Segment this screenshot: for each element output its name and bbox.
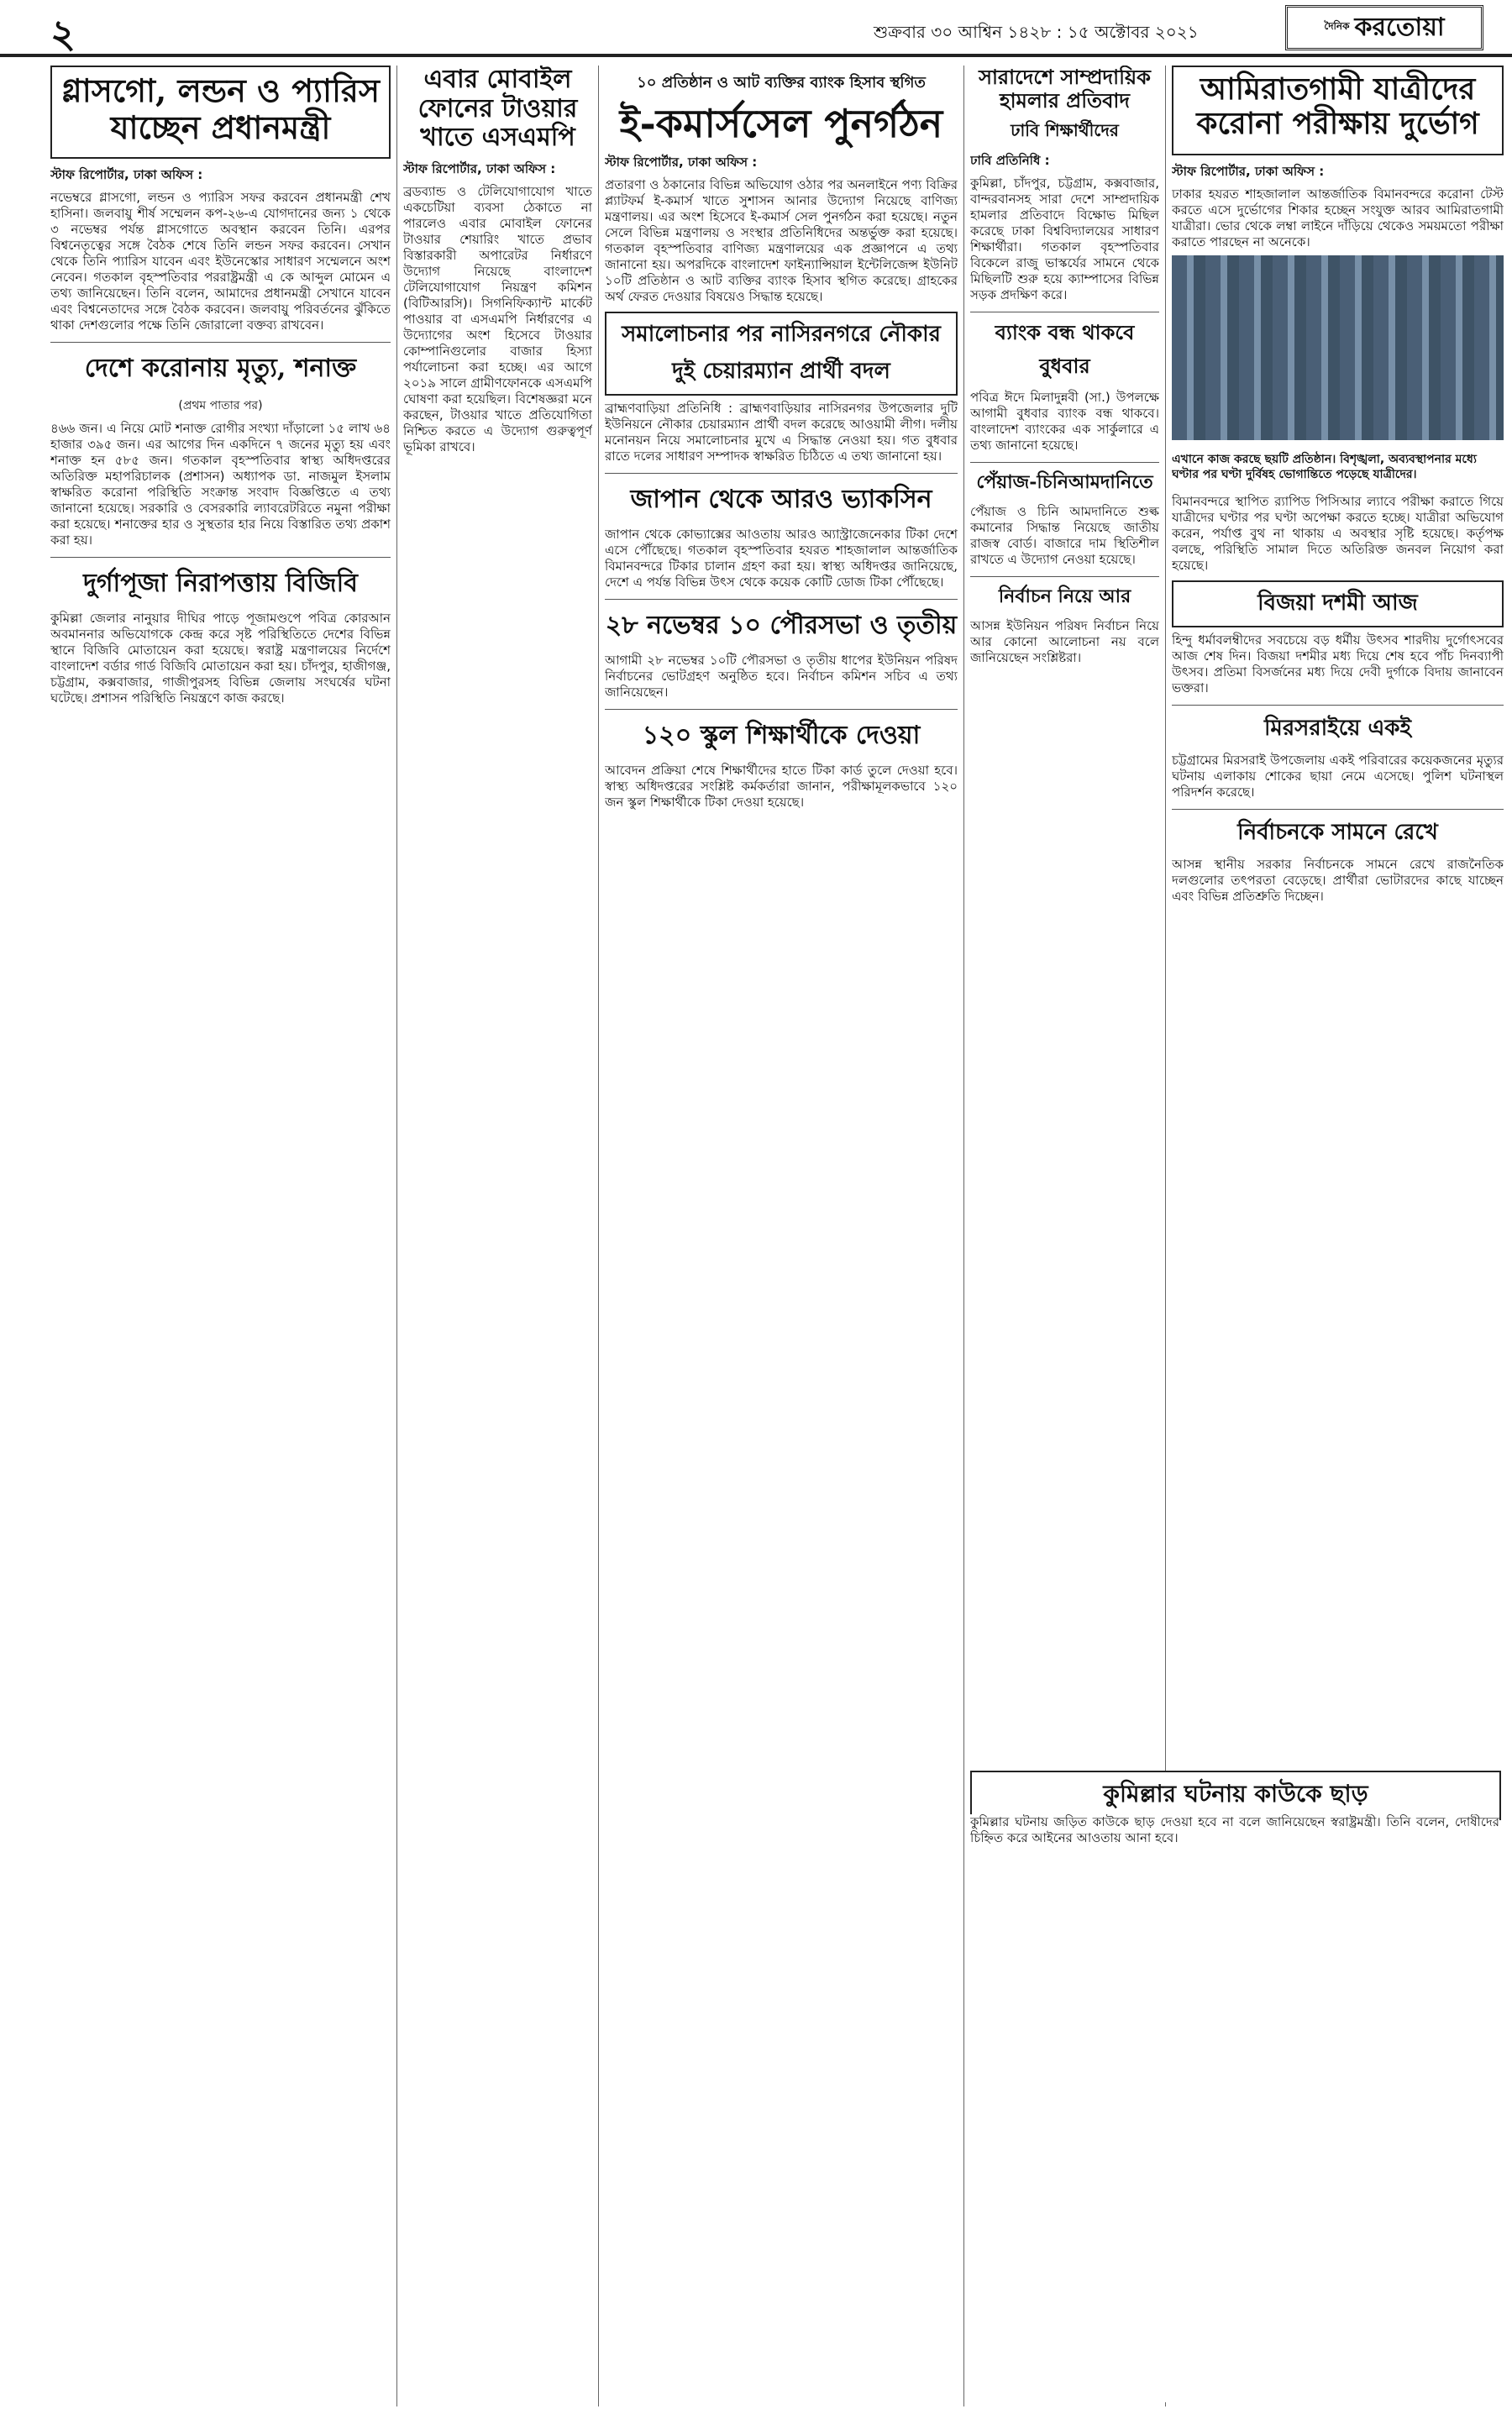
article-body: হিন্দু ধর্মাবলম্বীদের সবচেয়ে বড় ধর্মীয় উৎসব শারদীয় দুর্গোৎসবের আজ শেষ দিন। বিজয়া দশমীর মধ্য দিয়ে শেষ হবে পাঁচ দিনব্যাপী উৎসব। প্রতিমা বিসর্জনের মধ্য দিয়ে দেবী দুর্গাকে বিদায় জানাবেন ভক্তরা।	[1172, 632, 1504, 695]
subheadline: জাপান থেকে আরও ভ্যাকসিন	[605, 473, 958, 522]
headline: আমিরাতগামী যাত্রীদের করোনা পরীক্ষায় দুর্ভোগ	[1196, 71, 1479, 142]
subheadline: পেঁয়াজ-চিনিআমদানিতে	[970, 462, 1159, 499]
subheadline: ১২০ স্কুল শিক্ষার্থীকে দেওয়া	[605, 709, 958, 758]
bottom-article	[970, 1814, 1499, 2402]
headline: গ্লাসগো, লন্ডন ও প্যারিস যাচ্ছেন প্রধানমন্ত্রী	[61, 71, 380, 146]
newspaper-logo	[1285, 5, 1483, 50]
article-body: জাপান থেকে কোভ্যাক্সের আওতায় আরও অ্যাস্ট্রাজেনেকার টিকা দেশে এসে পৌঁছেছে। গতকাল বৃহস্পতিবার হযরত শাহজালাল আন্তর্জাতিক বিমানবন্দরে টিকার চালান গ্রহণ করা হয়। স্বাস্থ্য অধিদপ্তর জানিয়েছে, দেশে এ পর্যন্ত বিভিন্ন উৎস থেকে কয়েক কোটি ডোজ টিকা পৌঁছেছে।	[605, 526, 958, 590]
subheadline: দেশে করোনায় মৃত্যু, শনাক্ত	[50, 342, 391, 391]
subheadline: ২৮ নভেম্বর ১০ পৌরসভা ও তৃতীয়	[605, 599, 958, 648]
article-body: পেঁয়াজ ও চিনি আমদানিতে শুল্ক কমানোর সিদ্ধান্ত নিয়েছে জাতীয় রাজস্ব বোর্ড। বাজারে দাম স্থিতিশীল রাখতে এ উদ্যোগ নেওয়া হয়েছে।	[970, 504, 1159, 568]
airport-queue-photo	[1172, 255, 1504, 440]
headline: ই-কমার্সসেল পুনর্গঠন	[619, 101, 943, 146]
article-body: কুমিল্লার ঘটনায় জড়িত কাউকে ছাড় দেওয়া হবে না বলে জানিয়েছেন স্বরাষ্ট্রমন্ত্রী। তিনি বলেন, দোষীদের চিহ্নিত করে আইনের আওতায় আনা হবে।	[970, 1814, 1499, 1845]
byline: স্টাফ রিপোর্টার, ঢাকা অফিস :	[1172, 163, 1325, 179]
lead-headline-box	[50, 66, 391, 159]
article-body: আবেদন প্রক্রিয়া শেষে শিক্ষার্থীদের হাতে টিকা কার্ড তুলে দেওয়া হবে। স্বাস্থ্য অধিদপ্তরের সংশ্লিষ্ট কর্মকর্তারা জানান, পরীক্ষামূলকভাবে ১২০ জন স্কুল শিক্ষার্থীকে টিকা দেওয়া হয়েছে।	[605, 762, 958, 810]
kicker: ১০ প্রতিষ্ঠান ও আট ব্যক্তির ব্যাংক হিসাব স্থগিত	[637, 74, 926, 92]
article-body: প্রতারণা ও ঠকানোর বিভিন্ন অভিযোগ ওঠার পর অনলাইনে পণ্য বিক্রির প্ল্যাটফর্ম ই-কমার্স খাতে সুশাসন আনার উদ্যোগ নিয়েছে বাণিজ্য মন্ত্রণালয়। এর অংশ হিসেবে ই-কমার্স সেল পুনর্গঠন করা হয়েছে। নতুন সেলে বিভিন্ন মন্ত্রণালয় ও সংস্থার প্রতিনিধিদের অন্তর্ভুক্ত করা হয়েছে। গতকাল বৃহস্পতিবার বাণিজ্য মন্ত্রণালয়ের এক প্রজ্ঞাপনে এ তথ্য জানানো হয়। অপরদিকে বাংলাদেশ ফাইন্যান্সিয়াল ইন্টেলিজেন্স ইউনিট ১০টি প্রতিষ্ঠান ও আট ব্যক্তির ব্যাংক হিসাব স্থগিত করেছে। গ্রাহকের অর্থ ফেরত দেওয়ার বিষয়েও সিদ্ধান্ত হয়েছে।	[605, 176, 958, 304]
article-body: ৪৬৬ জন। এ নিয়ে মোট শনাক্ত রোগীর সংখ্যা দাঁড়ালো ১৫ লাখ ৬৪ হাজার ৩৯৫ জন। এর আগের দিন একদিনে ৭ জনের মৃত্যু হয় এবং শনাক্ত হন ৫৮৫ জন। গতকাল বৃহস্পতিবার স্বাস্থ্য অধিদপ্তরের অতিরিক্ত মহাপরিচালক (প্রশাসন) অধ্যাপক ডা. নাজমুল ইসলাম স্বাক্ষরিত করোনা পরিস্থিতি সংক্রান্ত সংবাদ বিজ্ঞপ্তিতে এ তথ্য জানানো হয়েছে। সরকারি ও বেসরকারি ল্যাবরেটরিতে নমুনা পরীক্ষা করা হয়েছে। শনাক্তের হার ও সুস্থতার হার নিয়ে বিস্তারিত তথ্য প্রকাশ করা হয়।	[50, 421, 391, 548]
subheadline: সমালোচনার পর নাসিরনগরে নৌকার দুই চেয়ারম্যান প্রার্থী বদল	[605, 312, 958, 396]
column-1	[50, 66, 391, 2406]
subheadline: বিজয়া দশমী আজ	[1172, 580, 1504, 627]
column-2	[403, 66, 592, 905]
column-rule	[396, 66, 397, 2406]
article-body: আসন্ন ইউনিয়ন পরিষদ নির্বাচন নিয়ে আর কোনো আলোচনা নয় বলে জানিয়েছেন সংশ্লিষ্টরা।	[970, 618, 1159, 666]
article-body: আসন্ন স্থানীয় সরকার নির্বাচনকে সামনে রেখে রাজনৈতিক দলগুলোর তৎপরতা বেড়েছে। প্রার্থীরা ভোটারদের কাছে যাচ্ছেন এবং বিভিন্ন প্রতিশ্রুতি দিচ্ছেন।	[1172, 856, 1504, 904]
subheadline: দুর্গাপূজা নিরাপত্তায় বিজিবি	[50, 557, 391, 606]
subheadline: নির্বাচনকে সামনে রেখে	[1172, 809, 1504, 852]
logo-name: করতোয়া	[1354, 12, 1445, 42]
photo-caption: এখানে কাজ করছে ছয়টি প্রতিষ্ঠান। বিশৃঙ্খলা, অব্যবস্থাপনার মধ্যে ঘণ্টার পর ঘণ্টা দুর্বিষহ ভোগান্তিতে পড়েছে যাত্রীদের।	[1172, 452, 1477, 481]
article-body: পবিত্র ঈদে মিলাদুন্নবী (সা.) উপলক্ষে আগামী বুধবার ব্যাংক বন্ধ থাকবে। বাংলাদেশ ব্যাংকের এক সার্কুলারে এ তথ্য জানানো হয়েছে।	[970, 390, 1159, 454]
continuation-note: (প্রথম পাতার পর)	[178, 399, 263, 413]
headline: এবার মোবাইল ফোনের টাওয়ার খাতে এসএমপি	[417, 66, 578, 152]
byline: স্টাফ রিপোর্টার, ঢাকা অফিস :	[605, 154, 758, 170]
article-body: চট্টগ্রামের মিরসরাই উপজেলায় একই পরিবারের কয়েকজনের মৃত্যুর ঘটনায় এলাকায় শোকের ছায়া নেমে এসেছে। পুলিশ ঘটনাস্থল পরিদর্শন করেছে।	[1172, 752, 1504, 800]
article-body: কুমিল্লা জেলার নানুয়ার দীঘির পাড়ে পূজামণ্ডপে পবিত্র কোরআন অবমাননার অভিযোগকে কেন্দ্র করে সৃষ্ট পরিস্থিতিতে দেশের বিভিন্ন স্থানে বিজিবি মোতায়েন করা হয়েছে। স্বরাষ্ট্র মন্ত্রণালয়ের নির্দেশে বাংলাদেশ বর্ডার গার্ড বিজিবি মোতায়েন করা হয়। চাঁদপুর, হাজীগঞ্জ, চট্টগ্রাম, কক্সবাজার, গাজীপুরসহ বিভিন্ন জেলায় সংঘর্ষের ঘটনা ঘটেছে। প্রশাসন পরিস্থিতি নিয়ন্ত্রণে কাজ করছে।	[50, 611, 391, 706]
page-number: ২	[50, 11, 76, 56]
masthead	[0, 0, 1512, 57]
logo-prefix: দৈনিক	[1324, 20, 1350, 32]
headline-box	[1172, 66, 1504, 155]
article-body: বিমানবন্দরে স্থাপিত র‍্যাপিড পিসিআর ল্যাবে পরীক্ষা করাতে গিয়ে যাত্রীদের ঘণ্টার পর ঘণ্টা অপেক্ষা করতে হচ্ছে। যাত্রীরা অভিযোগ করেন, পর্যাপ্ত বুথ না থাকায় এ অবস্থার সৃষ্টি হয়েছে। কর্তৃপক্ষ বলছে, পরিস্থিতি সামাল দিতে অতিরিক্ত জনবল নিয়োগ করা হয়েছে।	[1172, 493, 1504, 573]
article-body: ব্রাহ্মণবাড়িয়া প্রতিনিধি : ব্রাহ্মণবাড়িয়ার নাসিরনগর উপজেলার দুটি ইউনিয়নে নৌকার চেয়ারম্যান প্রার্থী বদল করেছে আওয়ামী লীগ। দলীয় মনোনয়ন নিয়ে সমালোচনার মুখে এ সিদ্ধান্ত নেওয়া হয়। গত বুধবার রাতে দলের সাধারণ সম্পাদক স্বাক্ষরিত চিঠিতে এ তথ্য জানানো হয়।	[605, 400, 958, 464]
subheadline: মিরসরাইয়ে একই	[1172, 705, 1504, 748]
kicker: ঢাবি শিক্ষার্থীদের	[1011, 120, 1119, 141]
article-body: আগামী ২৮ নভেম্বর ১০টি পৌরসভা ও তৃতীয় ধাপের ইউনিয়ন পরিষদ নির্বাচনের ভোটগ্রহণ অনুষ্ঠিত হবে। নির্বাচন কমিশন সচিব এ তথ্য জানিয়েছেন।	[605, 652, 958, 700]
bottom-headline: কুমিল্লার ঘটনায় কাউকে ছাড়	[970, 1771, 1501, 1820]
column-3	[605, 66, 958, 2406]
article-body: ব্রডব্যান্ড ও টেলিযোগাযোগ খাতে একচেটিয়া ব্যবসা ঠেকাতে না পারলেও এবার মোবাইল ফোনের টাওয়ার শেয়ারিং খাতে প্রভাব বিস্তারকারী অপারেটর নির্ধারণে উদ্যোগ নিয়েছে বাংলাদেশ টেলিযোগাযোগ নিয়ন্ত্রণ কমিশন (বিটিআরসি)। সিগনিফিক্যান্ট মার্কেট পাওয়ার বা এসএমপি নির্ধারণের এ উদ্যোগের অংশ হিসেবে টাওয়ার কোম্পানিগুলোর বাজার হিস্যা পর্যালোচনা করা হচ্ছে। এর আগে ২০১৯ সালে গ্রামীণফোনকে এসএমপি ঘোষণা করা হয়েছিল। বিশেষজ্ঞরা মনে করছেন, টাওয়ার খাতে প্রতিযোগিতা নিশ্চিত করতে এ উদ্যোগ গুরুত্বপূর্ণ ভূমিকা রাখবে।	[403, 183, 592, 454]
subheadline: নির্বাচন নিয়ে আর	[970, 576, 1159, 613]
article-body: কুমিল্লা, চাঁদপুর, চট্টগ্রাম, কক্সবাজার, বান্দরবানসহ সারা দেশে সাম্প্রদায়িক হামলার প্রতিবাদে বিক্ষোভ মিছিল করেছে ঢাকা বিশ্ববিদ্যালয়ের সাধারণ শিক্ষার্থীরা। গতকাল বৃহস্পতিবার বিকেলে রাজু ভাস্কর্যের সামনে থেকে মিছিলটি শুরু হয়ে ক্যাম্পাসের বিভিন্ন সড়ক প্রদক্ষিণ করে।	[970, 176, 1159, 303]
article-body: নভেম্বরে গ্লাসগো, লন্ডন ও প্যারিস সফর করবেন প্রধানমন্ত্রী শেখ হাসিনা। জলবায়ু শীর্ষ সম্মেলন কপ-২৬-এ যোগদানের জন্য ১ থেকে ৩ নভেম্বর পর্যন্ত গ্লাসগোতে অবস্থান করবেন তিনি। এরপর বিশ্বনেতৃত্বের সঙ্গে বৈঠক শেষে তিনি লন্ডন সফর করবেন। সেখান থেকে তিনি প্যারিস যাবেন এবং ইউনেস্কোর সাধারণ সম্মেলনে অংশ নেবেন। গতকাল বৃহস্পতিবার পররাষ্ট্রমন্ত্রী এ কে আব্দুল মোমেন এ তথ্য জানিয়েছেন। তিনি বলেন, আমাদের প্রধানমন্ত্রী সেখানে যাবেন এবং বিশ্বনেতাদের সঙ্গে বৈঠক করবেন। জলবায়ু পরিবর্তনের ঝুঁকিতে থাকা দেশগুলোর পক্ষে তিনি জোরালো বক্তব্য রাখবেন।	[50, 190, 391, 333]
column-rule	[963, 66, 964, 2406]
column-rule	[598, 66, 599, 2406]
date-line: শুক্রবার ৩০ আশ্বিন ১৪২৮ : ১৫ অক্টোবর ২০২১	[874, 22, 1199, 42]
byline: ঢাবি প্রতিনিধি :	[970, 153, 1050, 169]
subheadline: ব্যাংক বন্ধ থাকবে বুধবার	[970, 312, 1159, 385]
article-body: ঢাকার হযরত শাহজালাল আন্তর্জাতিক বিমানবন্দরে করোনা টেস্ট করতে এসে দুর্ভোগের শিকার হচ্ছেন সংযুক্ত আরব আমিরাতগামী যাত্রীরা। ভোর থেকে লম্বা লাইনে দাঁড়িয়ে থেকেও সময়মতো পরীক্ষা করাতে পারছেন না অনেকে।	[1172, 186, 1504, 249]
byline: স্টাফ রিপোর্টার, ঢাকা অফিস :	[50, 167, 203, 183]
headline: সারাদেশে সাম্প্রদায়িক হামলার প্রতিবাদ	[979, 66, 1151, 113]
byline: স্টাফ রিপোর্টার, ঢাকা অফিস :	[403, 160, 556, 176]
